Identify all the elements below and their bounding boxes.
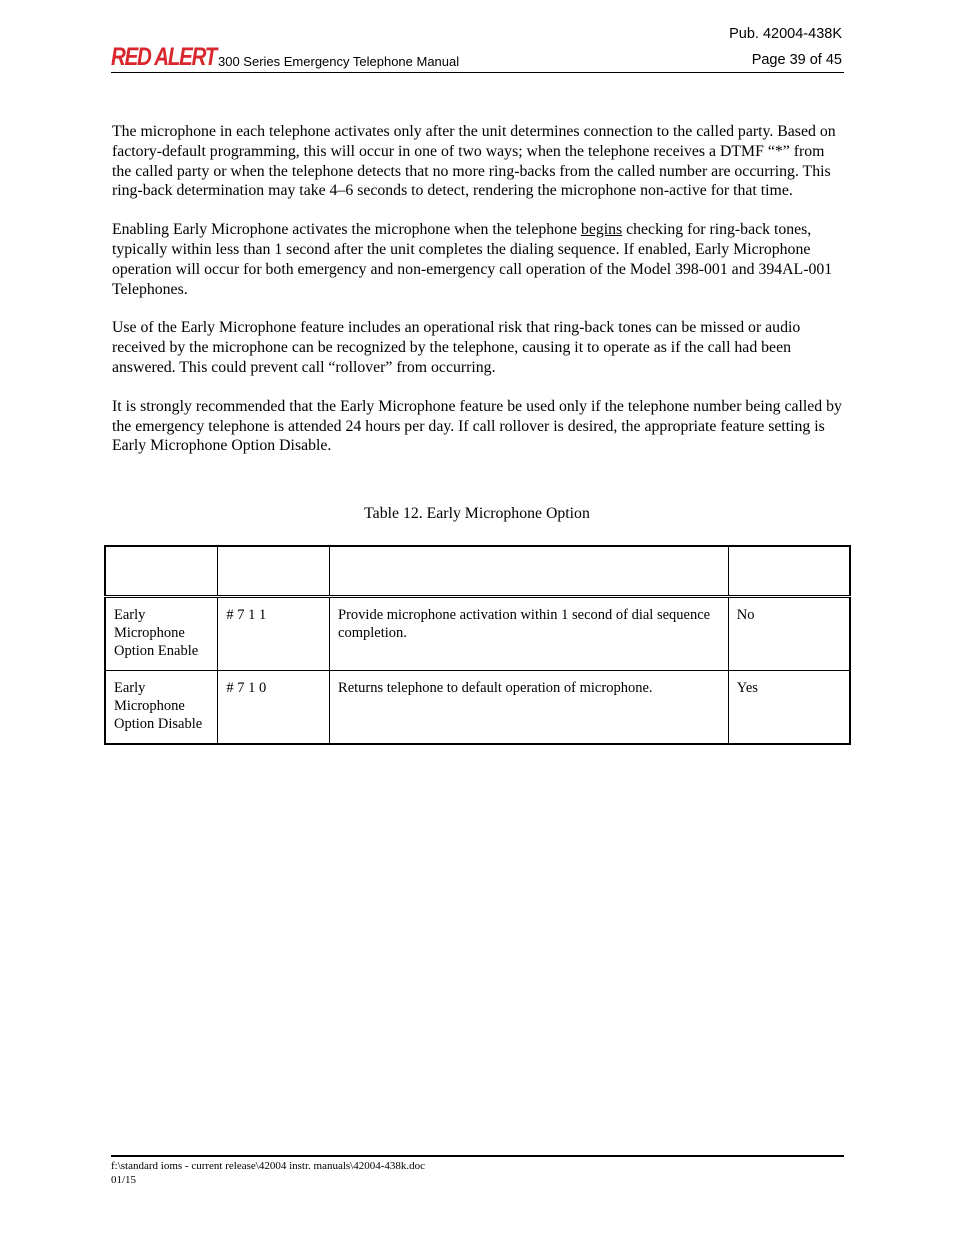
file-path: f:\standard ioms - current release\42004 instr. manuals\42004-438k.doc [111, 1160, 426, 1172]
paragraph-2-end: checking for ring-back tones, typically within less than 1 second after the unit completes the dialing sequence. If enabled, Early Microphone operation will occur for both emergency and non-emergency call operation of the Model 398-001 and 394AL-001 Telephones. [112, 221, 833, 298]
default-cell: No [728, 596, 850, 670]
table-row [105, 670, 850, 744]
early-microphone-table [104, 545, 851, 745]
red-alert-logo: RED ALERT [111, 43, 217, 71]
revision-date: 01/15 [111, 1174, 137, 1186]
table-caption: Table 12. Early Microphone Option [364, 505, 590, 522]
manual-title: 300 Series Emergency Telephone Manual [218, 54, 460, 69]
table-row [105, 596, 850, 670]
paragraph-1: The microphone in each telephone activates only after the unit determines connection to the called party. Based on factory-default programming, this will occur in one of two ways; when the telephone receives a DTMF “*” from the called party or when the telephone detects that no more ring-backs from the called number are occurring. This ring-back determination may take 4–6 seconds to detect, rendering the microphone non-active for that time. [112, 123, 836, 200]
header-cell [218, 546, 330, 596]
body-text [112, 122, 847, 475]
feature-cell: Early Microphone Option Enable [105, 596, 218, 670]
code-cell: # 7 1 1 [218, 596, 330, 670]
footer-divider [111, 1155, 844, 1157]
description-cell: Returns telephone to default operation of microphone. [330, 670, 729, 744]
underlined-word: begins [580, 221, 623, 239]
publication-number: Pub. 42004-438K [729, 26, 842, 42]
header-cell [330, 546, 729, 596]
footer [111, 1159, 425, 1187]
paragraph-2 [112, 220, 847, 299]
page-number: Page 39 of 45 [751, 52, 842, 68]
paragraph-3: Use of the Early Microphone feature includes an operational risk that ring-back tones can be missed or audio received by the microphone can be recognized by the telephone, causing it to operate as if the call had been answered. This could prevent call “rollover” from occurring. [112, 319, 801, 376]
table-header-row [105, 546, 850, 596]
header-divider [111, 72, 844, 73]
feature-cell: Early Microphone Option Disable [105, 670, 218, 744]
default-cell: Yes [728, 670, 850, 744]
paragraph-2-start: Enabling Early Microphone activates the microphone when the telephone [112, 221, 581, 239]
header-cell [105, 546, 218, 596]
description-cell: Provide microphone activation within 1 second of dial sequence completion. [330, 596, 729, 670]
header-cell [728, 546, 850, 596]
code-cell: # 7 1 0 [218, 670, 330, 744]
paragraph-4: It is strongly recommended that the Early Microphone feature be used only if the telephone number being called by the emergency telephone is attended 24 hours per day. If call rollover is desired, the appropriate feature setting is Early Microphone Option Disable. [112, 397, 842, 455]
